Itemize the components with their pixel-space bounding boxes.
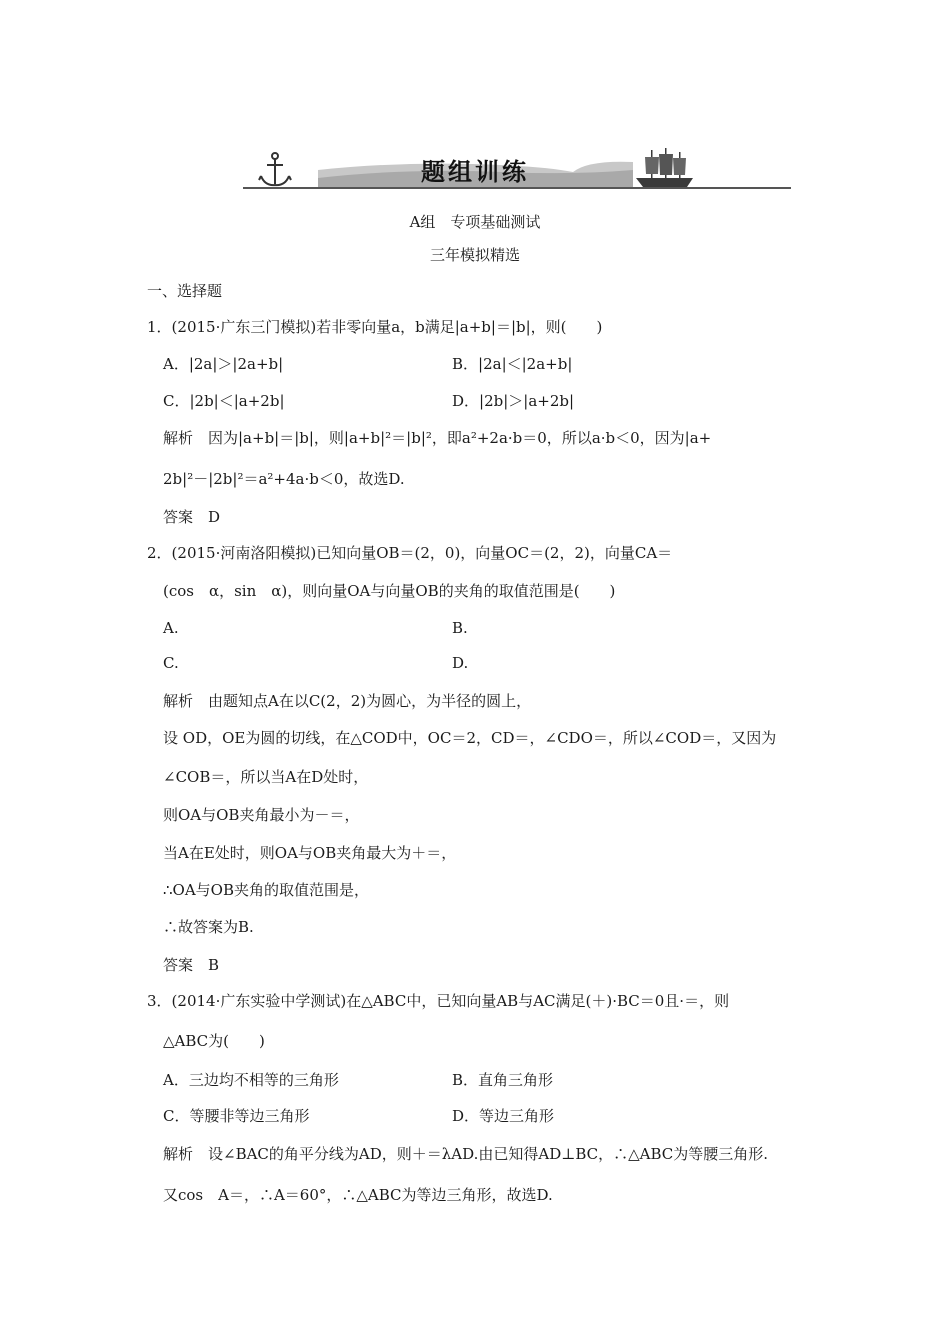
question-3-analysis-line-1: 解析 设∠BAC的角平分线为AD，则＋＝λAD.由已知得AD⊥BC，∴△ABC为等腰三角形. bbox=[163, 1145, 769, 1163]
question-2-option-c: C. bbox=[163, 654, 179, 672]
question-2-option-a: A. bbox=[163, 619, 179, 637]
question-2-analysis-line-5: 当A在E处时，则OA与OB夹角最大为＋＝， bbox=[163, 844, 457, 862]
question-1-analysis-line-2: 2b|²－|2b|²＝a²+4a·b＜0，故选D. bbox=[163, 470, 405, 488]
subsection-title: 三年模拟精选 bbox=[429, 246, 520, 264]
question-2-option-d: D. bbox=[452, 654, 469, 672]
question-1-option-c: C．|2b|＜|a+2b| bbox=[163, 392, 285, 410]
question-3-option-c: C．等腰非等边三角形 bbox=[163, 1107, 310, 1125]
question-3-stem-line-2: △ABC为( ) bbox=[163, 1032, 265, 1050]
question-3-analysis-line-2: 又cos A＝，∴A＝60°，∴△ABC为等边三角形，故选D. bbox=[163, 1186, 553, 1204]
question-2-stem-line-2: (cos α，sin α)，则向量OA与向量OB的夹角的取值范围是( ) bbox=[163, 582, 616, 600]
question-1-option-b: B．|2a|＜|2a+b| bbox=[452, 355, 573, 373]
question-3-option-d: D．等边三角形 bbox=[452, 1107, 555, 1125]
question-1-analysis-line-1: 解析 因为|a+b|＝|b|，则|a+b|²＝|b|²，即a²+2a·b＝0，所以a·b＜0，因为|a+ bbox=[163, 429, 712, 447]
question-1-option-a: A．|2a|＞|2a+b| bbox=[163, 355, 284, 373]
question-3-stem-line-1: 3．(2014·广东实验中学测试)在△ABC中，已知向量AB与AC满足(＋)·BC＝0且·＝，则 bbox=[147, 992, 730, 1010]
section-title: A组 专项基础测试 bbox=[409, 213, 541, 231]
question-2-analysis-line-3: ∠COB＝，所以当A在D处时， bbox=[163, 768, 369, 786]
question-2-analysis-line-1: 解析 由题知点A在以C(2，2)为圆心，为半径的圆上， bbox=[163, 692, 532, 710]
part-heading: 一、选择题 bbox=[147, 282, 223, 300]
question-1-answer: 答案 D bbox=[163, 508, 221, 526]
question-2-answer: 答案 B bbox=[163, 956, 220, 974]
ship-icon bbox=[636, 148, 693, 187]
question-2-analysis-line-6: ∴OA与OB夹角的取值范围是， bbox=[163, 881, 369, 899]
question-3-option-b: B．直角三角形 bbox=[452, 1071, 554, 1089]
anchor-icon bbox=[259, 153, 291, 185]
question-3-option-a: A．三边均不相等的三角形 bbox=[163, 1071, 339, 1089]
question-2-stem-line-1: 2．(2015·河南洛阳模拟)已知向量OB＝(2，0)，向量OC＝(2，2)，向量CA＝ bbox=[147, 544, 673, 562]
question-2-analysis-line-4: 则OA与OB夹角最小为－＝， bbox=[163, 806, 360, 824]
question-2-analysis-line-7: ∴故答案为B. bbox=[163, 918, 254, 936]
question-2-analysis-line-2: 设 OD，OE为圆的切线，在△COD中，OC＝2，CD＝，∠CDO＝，所以∠COD＝，又因为 bbox=[163, 729, 777, 747]
question-2-option-b: B. bbox=[452, 619, 468, 637]
banner-title: 题组训练 bbox=[421, 158, 529, 186]
question-1-option-d: D．|2b|＞|a+2b| bbox=[452, 392, 575, 410]
question-1-stem: 1．(2015·广东三门模拟)若非零向量a，b满足|a+b|＝|b|，则( ) bbox=[147, 318, 603, 336]
